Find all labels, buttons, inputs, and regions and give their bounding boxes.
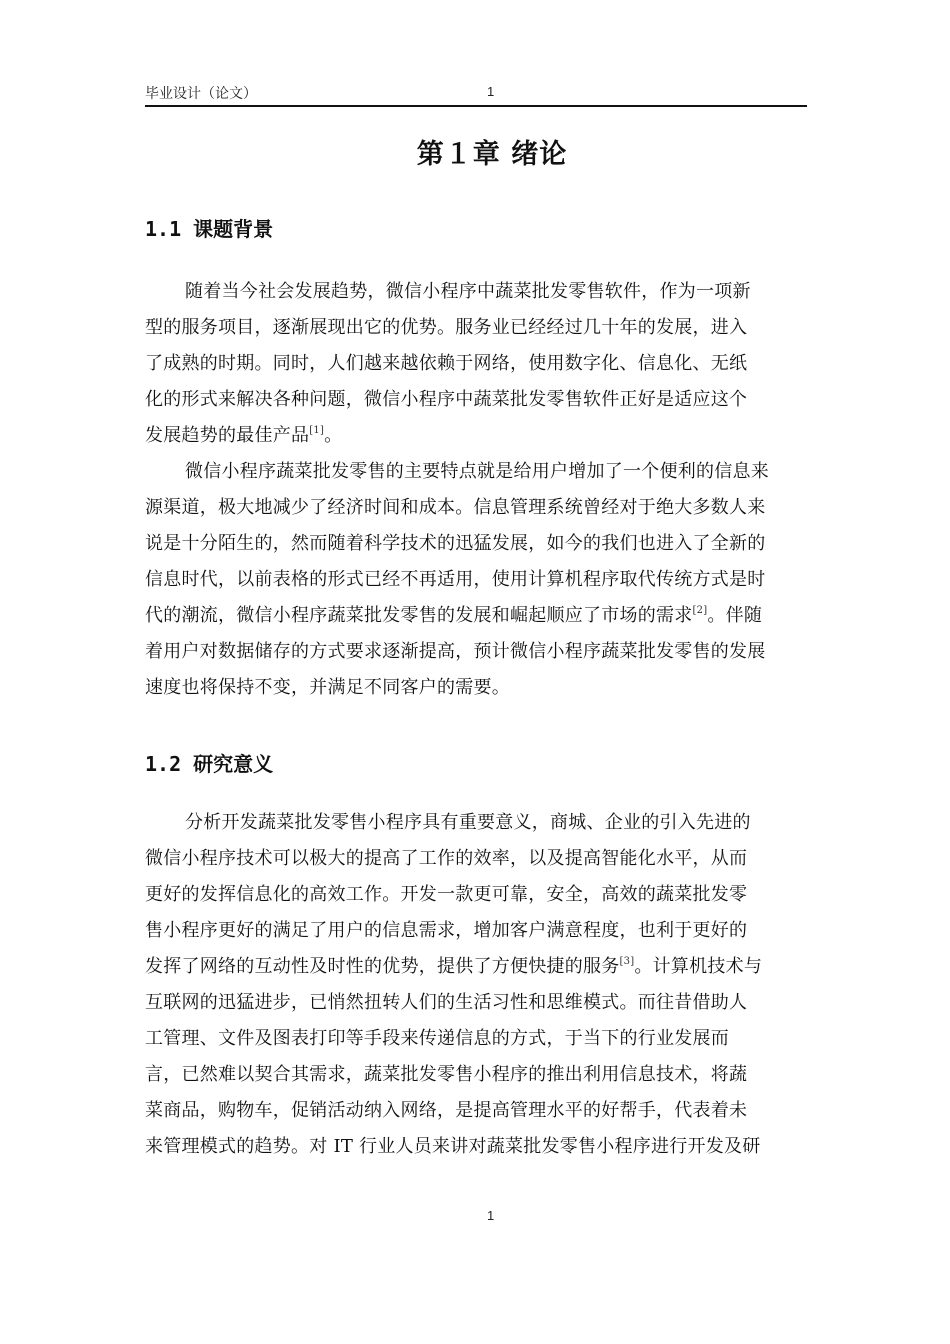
paragraph-line: 化的形式来解决各种问题，微信小程序中蔬菜批发零售软件正好是适应这个: [145, 389, 748, 410]
header-page-number: 1: [487, 84, 495, 99]
paragraph-line: 分析开发蔬菜批发零售小程序具有重要意义，商城、企业的引入先进的: [185, 812, 751, 833]
section-heading-background: 1.1 课题背景: [145, 217, 274, 241]
paragraph-line: 速度也将保持不变，并满足不同客户的需要。: [145, 677, 510, 698]
paragraph-line: 信息时代，以前表格的形式已经不再适用，使用计算机程序取代传统方式是时: [145, 569, 766, 590]
citation-ref: [3]: [619, 956, 635, 967]
paragraph-line: 售小程序更好的满足了用户的信息需求，增加客户满意程度，也利于更好的: [145, 920, 748, 941]
running-header-title: 毕业设计（论文）: [145, 86, 257, 102]
paragraph-line: 言，已然难以契合其需求，蔬菜批发零售小程序的推出利用信息技术，将蔬: [145, 1064, 748, 1085]
footer-page-number: 1: [487, 1208, 495, 1223]
paragraph-line: 互联网的迅猛进步，已悄然扭转人们的生活习性和思维模式。而往昔借助人: [145, 992, 748, 1013]
paragraph-line: 代的潮流，微信小程序蔬菜批发零售的发展和崛起顺应了市场的需求[2]。伴随: [145, 605, 763, 626]
chapter-title: 第１章 绪论: [416, 139, 568, 170]
paragraph-line: 了成熟的时期。同时，人们越来越依赖于网络，使用数字化、信息化、无纸: [145, 353, 748, 374]
citation-ref: [1]: [309, 425, 325, 436]
paragraph-line: 更好的发挥信息化的高效工作。开发一款更可靠，安全，高效的蔬菜批发零: [145, 884, 748, 905]
paragraph-line: 发挥了网络的互动性及时性的优势，提供了方便快捷的服务[3]。计算机技术与: [145, 956, 763, 977]
section-heading-significance: 1.2 研究意义: [145, 752, 274, 776]
paragraph-line: 微信小程序蔬菜批发零售的主要特点就是给用户增加了一个便利的信息来: [185, 461, 769, 482]
paragraph-line: 随着当今社会发展趋势，微信小程序中蔬菜批发零售软件，作为一项新: [185, 281, 751, 302]
header-divider: [145, 105, 807, 107]
paragraph-line: 微信小程序技术可以极大的提高了工作的效率，以及提高智能化水平，从而: [145, 848, 748, 869]
paragraph-line: 工管理、文件及图表打印等手段来传递信息的方式，于当下的行业发展而: [145, 1028, 729, 1049]
paragraph-line: 来管理模式的趋势。对 IT 行业人员来讲对蔬菜批发零售小程序进行开发及研: [145, 1136, 761, 1157]
paragraph-line: 型的服务项目，逐渐展现出它的优势。服务业已经经过几十年的发展，进入: [145, 317, 748, 338]
paragraph-line: 着用户对数据储存的方式要求逐渐提高，预计微信小程序蔬菜批发零售的发展: [145, 641, 766, 662]
paragraph-line: 说是十分陌生的，然而随着科学技术的迅猛发展，如今的我们也进入了全新的: [145, 533, 766, 554]
citation-ref: [2]: [692, 605, 708, 616]
paragraph-line: 菜商品，购物车，促销活动纳入网络，是提高管理水平的好帮手，代表着未: [145, 1100, 748, 1121]
paragraph-line: 源渠道，极大地减少了经济时间和成本。信息管理系统曾经对于绝大多数人来: [145, 497, 766, 518]
paragraph-line: 发展趋势的最佳产品[1]。: [145, 425, 343, 446]
